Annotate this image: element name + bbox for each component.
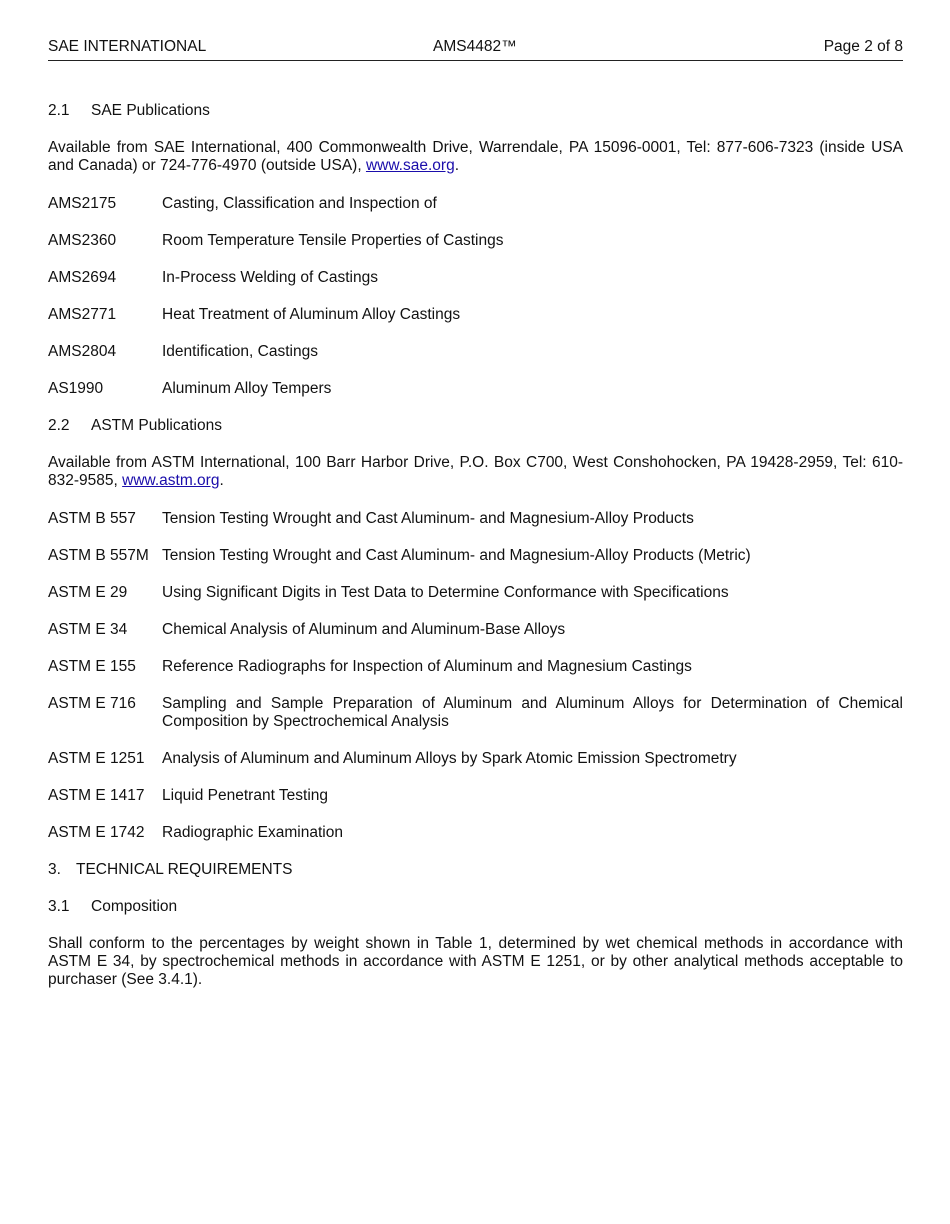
section-2-2-heading bbox=[48, 417, 222, 435]
reference-code: AMS2694 bbox=[48, 269, 117, 286]
section-title: Composition bbox=[91, 898, 178, 915]
reference-title: Tension Testing Wrought and Cast Aluminum- and Magnesium-Alloy Products bbox=[162, 510, 694, 527]
sae-website-link[interactable]: www.sae.org bbox=[365, 157, 455, 174]
section-number: 3. bbox=[48, 861, 61, 878]
page-header bbox=[48, 38, 903, 61]
reference-code: AMS2175 bbox=[48, 195, 117, 212]
reference-code: ASTM B 557 bbox=[48, 510, 136, 527]
reference-code: AMS2804 bbox=[48, 343, 117, 360]
reference-title: Tension Testing Wrought and Cast Aluminum- and Magnesium-Alloy Products (Metric) bbox=[162, 547, 751, 564]
period: . bbox=[454, 157, 459, 174]
composition-paragraph: Shall conform to the percentages by weight shown in Table 1, determined by wet chemical methods in accordance with ASTM E 34, by spectrochemical methods in accordance with ASTM E 1251, or by other analytical methods acceptable to purchaser (See 3.4.1). bbox=[48, 935, 903, 988]
astm-website-link[interactable]: www.astm.org bbox=[122, 472, 220, 489]
reference-title: Using Significant Digits in Test Data to Determine Conformance with Specifications bbox=[162, 584, 729, 601]
reference-code: ASTM E 716 bbox=[48, 695, 136, 712]
reference-code: AS1990 bbox=[48, 380, 104, 397]
reference-code: ASTM E 1742 bbox=[48, 824, 145, 841]
reference-title: Sampling and Sample Preparation of Aluminum and Aluminum Alloys for Determination of Chemical Composition by Spectrochemical Analysis bbox=[162, 695, 903, 730]
reference-title: Room Temperature Tensile Properties of Castings bbox=[162, 232, 504, 249]
reference-code: ASTM E 155 bbox=[48, 658, 136, 675]
section-number: 2.2 bbox=[48, 417, 70, 434]
header-org: SAE INTERNATIONAL bbox=[48, 38, 207, 55]
reference-title: In-Process Welding of Castings bbox=[162, 269, 378, 286]
section-title: SAE Publications bbox=[91, 102, 210, 119]
header-page-number: Page 2 of 8 bbox=[823, 38, 903, 55]
section-title: ASTM Publications bbox=[91, 417, 222, 434]
section-number: 3.1 bbox=[48, 898, 70, 915]
reference-title: Chemical Analysis of Aluminum and Aluminum-Base Alloys bbox=[162, 621, 566, 638]
reference-title: Analysis of Aluminum and Aluminum Alloys by Spark Atomic Emission Spectrometry bbox=[162, 750, 737, 767]
reference-title: Reference Radiographs for Inspection of Aluminum and Magnesium Castings bbox=[162, 658, 692, 675]
sae-availability-text: Available from SAE International, 400 Commonwealth Drive, Warrendale, PA 15096-0001, Tel: 877-606-7323 (inside USA and Canada) or 724-776-4970 (outside USA), bbox=[48, 139, 903, 174]
reference-title: Casting, Classification and Inspection of bbox=[162, 195, 437, 212]
astm-availability-paragraph bbox=[48, 454, 903, 490]
reference-title: Liquid Penetrant Testing bbox=[162, 787, 329, 804]
reference-code: ASTM E 1251 bbox=[48, 750, 145, 767]
reference-title: Identification, Castings bbox=[162, 343, 318, 360]
section-3-1-heading bbox=[48, 898, 177, 916]
section-number: 2.1 bbox=[48, 102, 70, 119]
reference-title: Aluminum Alloy Tempers bbox=[162, 380, 332, 397]
reference-code: ASTM B 557M bbox=[48, 547, 149, 564]
section-3-heading bbox=[48, 861, 292, 879]
reference-code: AMS2771 bbox=[48, 306, 117, 323]
reference-code: ASTM E 34 bbox=[48, 621, 128, 638]
reference-title: Heat Treatment of Aluminum Alloy Castings bbox=[162, 306, 461, 323]
reference-title: Radiographic Examination bbox=[162, 824, 343, 841]
astm-availability-text: Available from ASTM International, 100 Barr Harbor Drive, P.O. Box C700, West Conshohocken, PA 19428-2959, Tel: 610-832-9585, bbox=[48, 454, 903, 489]
period: . bbox=[219, 472, 224, 489]
reference-code: ASTM E 29 bbox=[48, 584, 128, 601]
header-doc-id: AMS4482™ bbox=[433, 38, 517, 55]
section-title: TECHNICAL REQUIREMENTS bbox=[76, 861, 293, 878]
section-2-1-heading bbox=[48, 102, 210, 120]
reference-code: ASTM E 1417 bbox=[48, 787, 145, 804]
sae-availability-paragraph bbox=[48, 139, 903, 175]
reference-code: AMS2360 bbox=[48, 232, 117, 249]
